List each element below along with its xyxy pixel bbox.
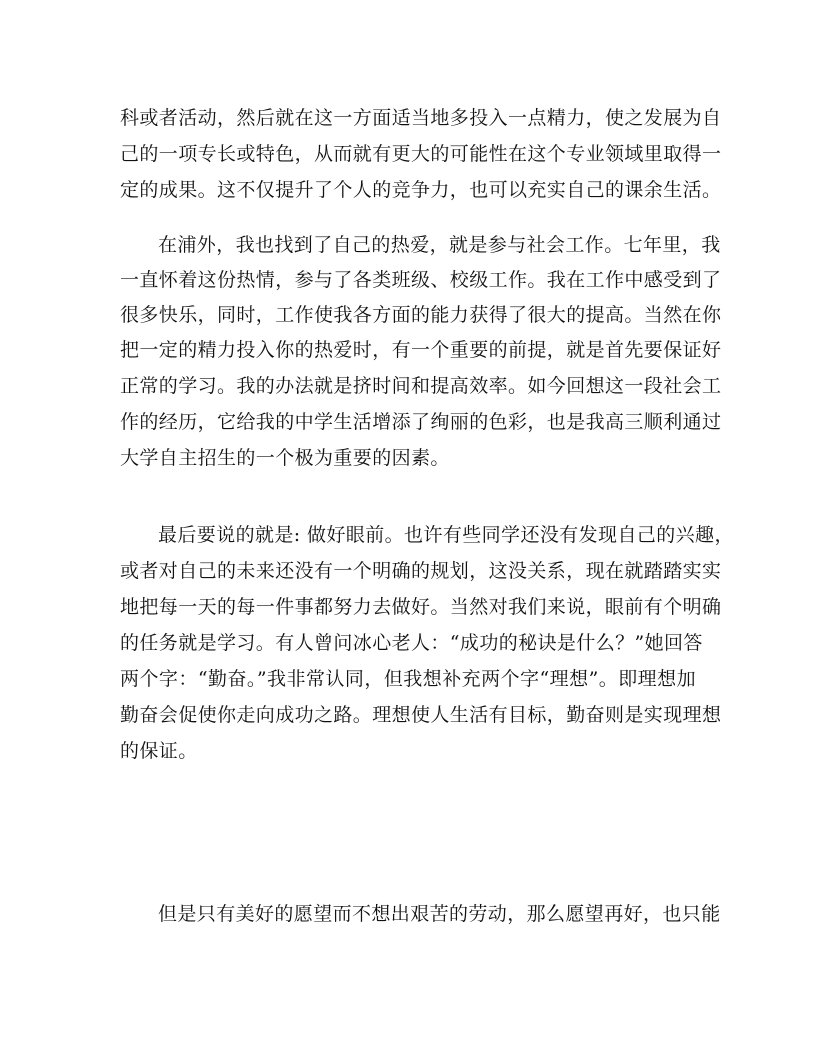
text-line: 定的成果。这不仅提升了个人的竞争力，也可以充实自己的课余生活。 — [120, 179, 722, 201]
text-line: 正常的学习。我的办法就是挤时间和提高效率。如今回想这一段社会工 — [120, 375, 722, 397]
text-line: 但是只有美好的愿望而不想出艰苦的劳动，那么愿望再好，也只能 — [158, 903, 721, 925]
text-line: 很多快乐，同时，工作使我各方面的能力获得了很大的提高。当然在你 — [120, 304, 722, 326]
text-line: 作的经历，它给我的中学生活增添了绚丽的色彩，也是我高三顺利通过 — [120, 411, 722, 433]
text-line: 己的一项专长或特色，从而就有更大的可能性在这个专业领域里取得一 — [120, 143, 722, 165]
text-line: 最后要说的就是: 做好眼前。也许有些同学还没有发现自己的兴趣， — [158, 524, 734, 546]
text-line: 地把每一天的每一件事都努力去做好。当然对我们来说，眼前有个明确 — [120, 596, 722, 618]
text-line: 一直怀着这份热情，参与了各类班级、校级工作。我在工作中感受到了 — [120, 269, 722, 291]
text-line: 大学自主招生的一个极为重要的因素。 — [120, 447, 450, 469]
text-line: 的保证。 — [120, 740, 198, 762]
text-line: 两个字：“勤奋。”我非常认同，但我想补充两个字“理想”。即理想加 — [120, 668, 696, 690]
text-line: 科或者活动，然后就在这一方面适当地多投入一点精力，使之发展为自 — [120, 107, 722, 129]
text-line: 的任务就是学习。有人曾问冰心老人：“成功的秘诀是什么？”她回答 — [120, 632, 703, 654]
text-line: 把一定的精力投入你的热爱时，有一个重要的前提，就是首先要保证好 — [120, 339, 722, 361]
text-line: 在浦外，我也找到了自己的热爱，就是参与社会工作。七年里，我 — [158, 234, 721, 256]
text-line: 或者对自己的未来还没有一个明确的规划，这没关系，现在就踏踏实实 — [120, 560, 722, 582]
text-line: 勤奋会促使你走向成功之路。理想使人生活有目标，勤奋则是实现理想 — [120, 704, 722, 726]
